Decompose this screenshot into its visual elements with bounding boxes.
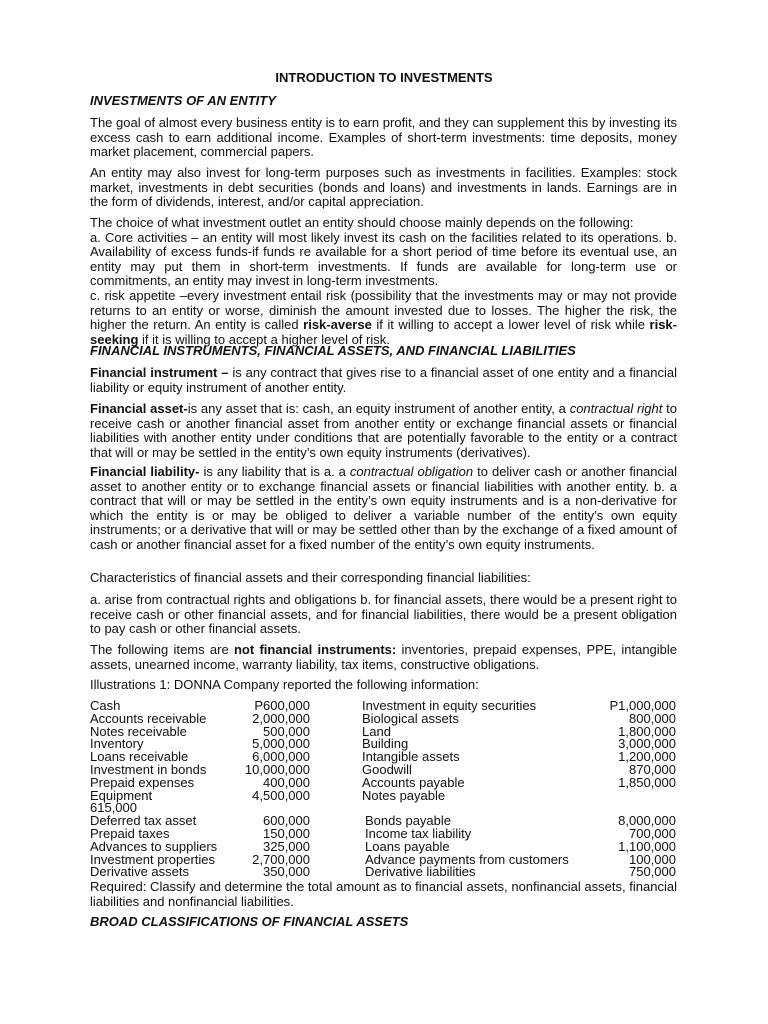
text: is any asset that is: cash, an equity instrument of another entity, a: [187, 401, 570, 416]
text: to receive cash or another financial asset from another entity or exchange financial assets or financial liabilities with another entity under conditions that are potentially favorable to the entity or a contract that will or may be settled in the entity’s own equity instruments (derivatives).: [90, 401, 677, 460]
text: c. risk appetite –every investment entail risk (possibility that the investments may or may not provide returns to an entity or worse, diminish the amount invested due to losses. The higher the risk, the higher the return. An entity is called: [90, 287, 677, 333]
account-amount: 1,800,000: [618, 723, 676, 739]
term: Financial liability-: [90, 464, 200, 479]
account-name: 615,000: [90, 800, 137, 816]
account-name: Prepaid expenses: [90, 774, 195, 790]
account-name: Land: [362, 723, 391, 739]
account-amount: 1,200,000: [618, 749, 676, 765]
definition-financial-instrument: [90, 366, 677, 395]
section-heading: INVESTMENTS OF AN ENTITY: [90, 93, 276, 108]
account-name: Equipment: [90, 787, 153, 803]
section-heading: FINANCIAL INSTRUMENTS, FINANCIAL ASSETS, AND FINANCIAL LIABILITIES: [90, 343, 576, 358]
account-amount: 325,000: [263, 838, 310, 854]
term: risk-averse: [303, 317, 372, 333]
account-name: Advance payments from customers: [365, 851, 569, 867]
account-amount: 500,000: [263, 723, 310, 739]
text: contractual right: [569, 401, 663, 416]
account-amount: 4,500,000: [252, 787, 310, 803]
term: Financial instrument –: [90, 365, 229, 380]
text: The following items are: [90, 642, 234, 657]
paragraph: a. arise from contractual rights and obligations b. for financial assets, there would be a present right to receive cash or other financial assets, and for financial liabilities, there would be a present obligation to pay cash or other financial assets.: [90, 592, 677, 637]
paragraph: Characteristics of financial assets and their corresponding financial liabilities:: [90, 570, 531, 585]
account-amount: 800,000: [629, 710, 676, 726]
account-name: Notes receivable: [90, 723, 187, 739]
account-amount: 8,000,000: [618, 813, 676, 829]
term: not financial instruments:: [233, 642, 397, 657]
list-item-c: [90, 289, 677, 347]
account-amount: 150,000: [263, 825, 310, 841]
text: is any contract that gives rise to a financial asset of one entity and a financial liability or equity instrument of another entity.: [90, 365, 677, 395]
paragraph: [90, 643, 677, 672]
account-name: Loans receivable: [90, 749, 189, 765]
account-name: Investment in bonds: [90, 761, 207, 777]
account-amount: 870,000: [629, 761, 676, 777]
paragraph: Illustrations 1: DONNA Company reported the following information:: [90, 677, 479, 692]
document-title: INTRODUCTION TO INVESTMENTS: [275, 70, 493, 85]
table-row: [90, 866, 680, 879]
account-table: [90, 700, 680, 879]
term: Financial asset-: [90, 401, 188, 416]
text: if it is willing to accept a higher level of risk.: [138, 331, 390, 347]
account-name: Building: [362, 736, 409, 752]
text: is any liability that is a. a: [199, 464, 350, 479]
account-amount: 5,000,000: [252, 736, 310, 752]
account-amount: 600,000: [263, 813, 310, 829]
paragraph: Required: Classify and determine the total amount as to financial assets, nonfinancial assets, financial liabilities and nonfinancial liabilities.: [90, 879, 677, 909]
definition-financial-liability: [90, 465, 677, 553]
account-amount: 400,000: [263, 774, 310, 790]
account-amount: 6,000,000: [252, 749, 310, 765]
section-heading: BROAD CLASSIFICATIONS OF FINANCIAL ASSETS: [90, 914, 409, 929]
account-name: Accounts receivable: [90, 710, 207, 726]
account-name: Goodwill: [362, 761, 412, 777]
paragraph: An entity may also invest for long-term purposes such as investments in facilities. Examples: stock market, investments in debt securities (bonds and loans) and investments in lands. Earnings are in the form of dividends, interest, and/or capital appreciation.: [90, 165, 677, 210]
account-amount: 700,000: [629, 825, 676, 841]
account-amount: 750,000: [629, 864, 676, 880]
paragraph-intro: The choice of what investment outlet an entity should choose mainly depends on the following:: [90, 215, 634, 230]
account-name: Prepaid taxes: [90, 825, 170, 841]
account-amount: P600,000: [254, 698, 310, 713]
term: risk-seeking: [90, 317, 677, 347]
text: to deliver cash or another financial asset to another entity or to exchange financial assets or financial liabilities with another entity. b. a contract that will or may be settled in the entity’s own equity instruments and is a non-derivative for which the entity is or may be obliged to deliver a variable number of the entity’s own equity instruments; or a derivative that will or may be settled other than by the exchange of a fixed amount of cash or another financial asset for a fixed number of the entity’s own equity instruments.: [90, 464, 678, 552]
text: contractual obligation: [349, 464, 474, 479]
account-amount: 350,000: [263, 864, 310, 880]
list-item-a: a. Core activities – an entity will most likely invest its cash on the facilities related to its operations. b. Availability of excess funds-if funds re available for a short period of time before its eventual use, an entity may put them in short-term investments. If funds are available for long-term use or commitments, an entity may invest in long-term investments.: [90, 229, 677, 289]
definition-financial-asset: [90, 402, 677, 460]
account-amount: 1,850,000: [618, 774, 676, 790]
text: inventories, prepaid expenses, PPE, intangible assets, unearned income, warranty liability, tax items, constructive obligations.: [90, 642, 678, 672]
account-name: Notes payable: [362, 787, 446, 803]
account-amount: 10,000,000: [244, 761, 310, 777]
account-name: Advances to suppliers: [90, 838, 218, 854]
account-amount: 100,000: [629, 851, 676, 867]
account-name: Investment properties: [90, 851, 216, 867]
table-row: [90, 787, 680, 803]
account-name: Inventory: [90, 736, 144, 752]
paragraph: [90, 216, 677, 347]
account-name: Biological assets: [362, 710, 459, 726]
account-amount: P1,000,000: [609, 698, 676, 713]
account-name: Derivative liabilities: [365, 864, 476, 880]
account-name: Bonds payable: [365, 813, 452, 829]
account-name: Investment in equity securities: [362, 698, 537, 713]
paragraph: The goal of almost every business entity is to earn profit, and they can supplement this by investing its excess cash to earn additional income. Examples of short-term investments: time deposits, money market placement, commercial papers.: [90, 115, 677, 160]
account-name: Deferred tax asset: [90, 813, 197, 829]
account-name: Income tax liability: [365, 825, 472, 841]
account-name: Derivative assets: [90, 864, 189, 880]
text: if it willing to accept a lower level of risk while: [371, 317, 650, 333]
account-amount: 2,000,000: [252, 710, 310, 726]
account-amount: 1,100,000: [618, 838, 676, 854]
account-name: Accounts payable: [362, 774, 465, 790]
account-name: Intangible assets: [362, 749, 460, 765]
account-name: Loans payable: [365, 838, 450, 854]
account-amount: 3,000,000: [618, 736, 676, 752]
account-name: Cash: [90, 698, 121, 713]
account-amount: 2,700,000: [252, 851, 310, 867]
